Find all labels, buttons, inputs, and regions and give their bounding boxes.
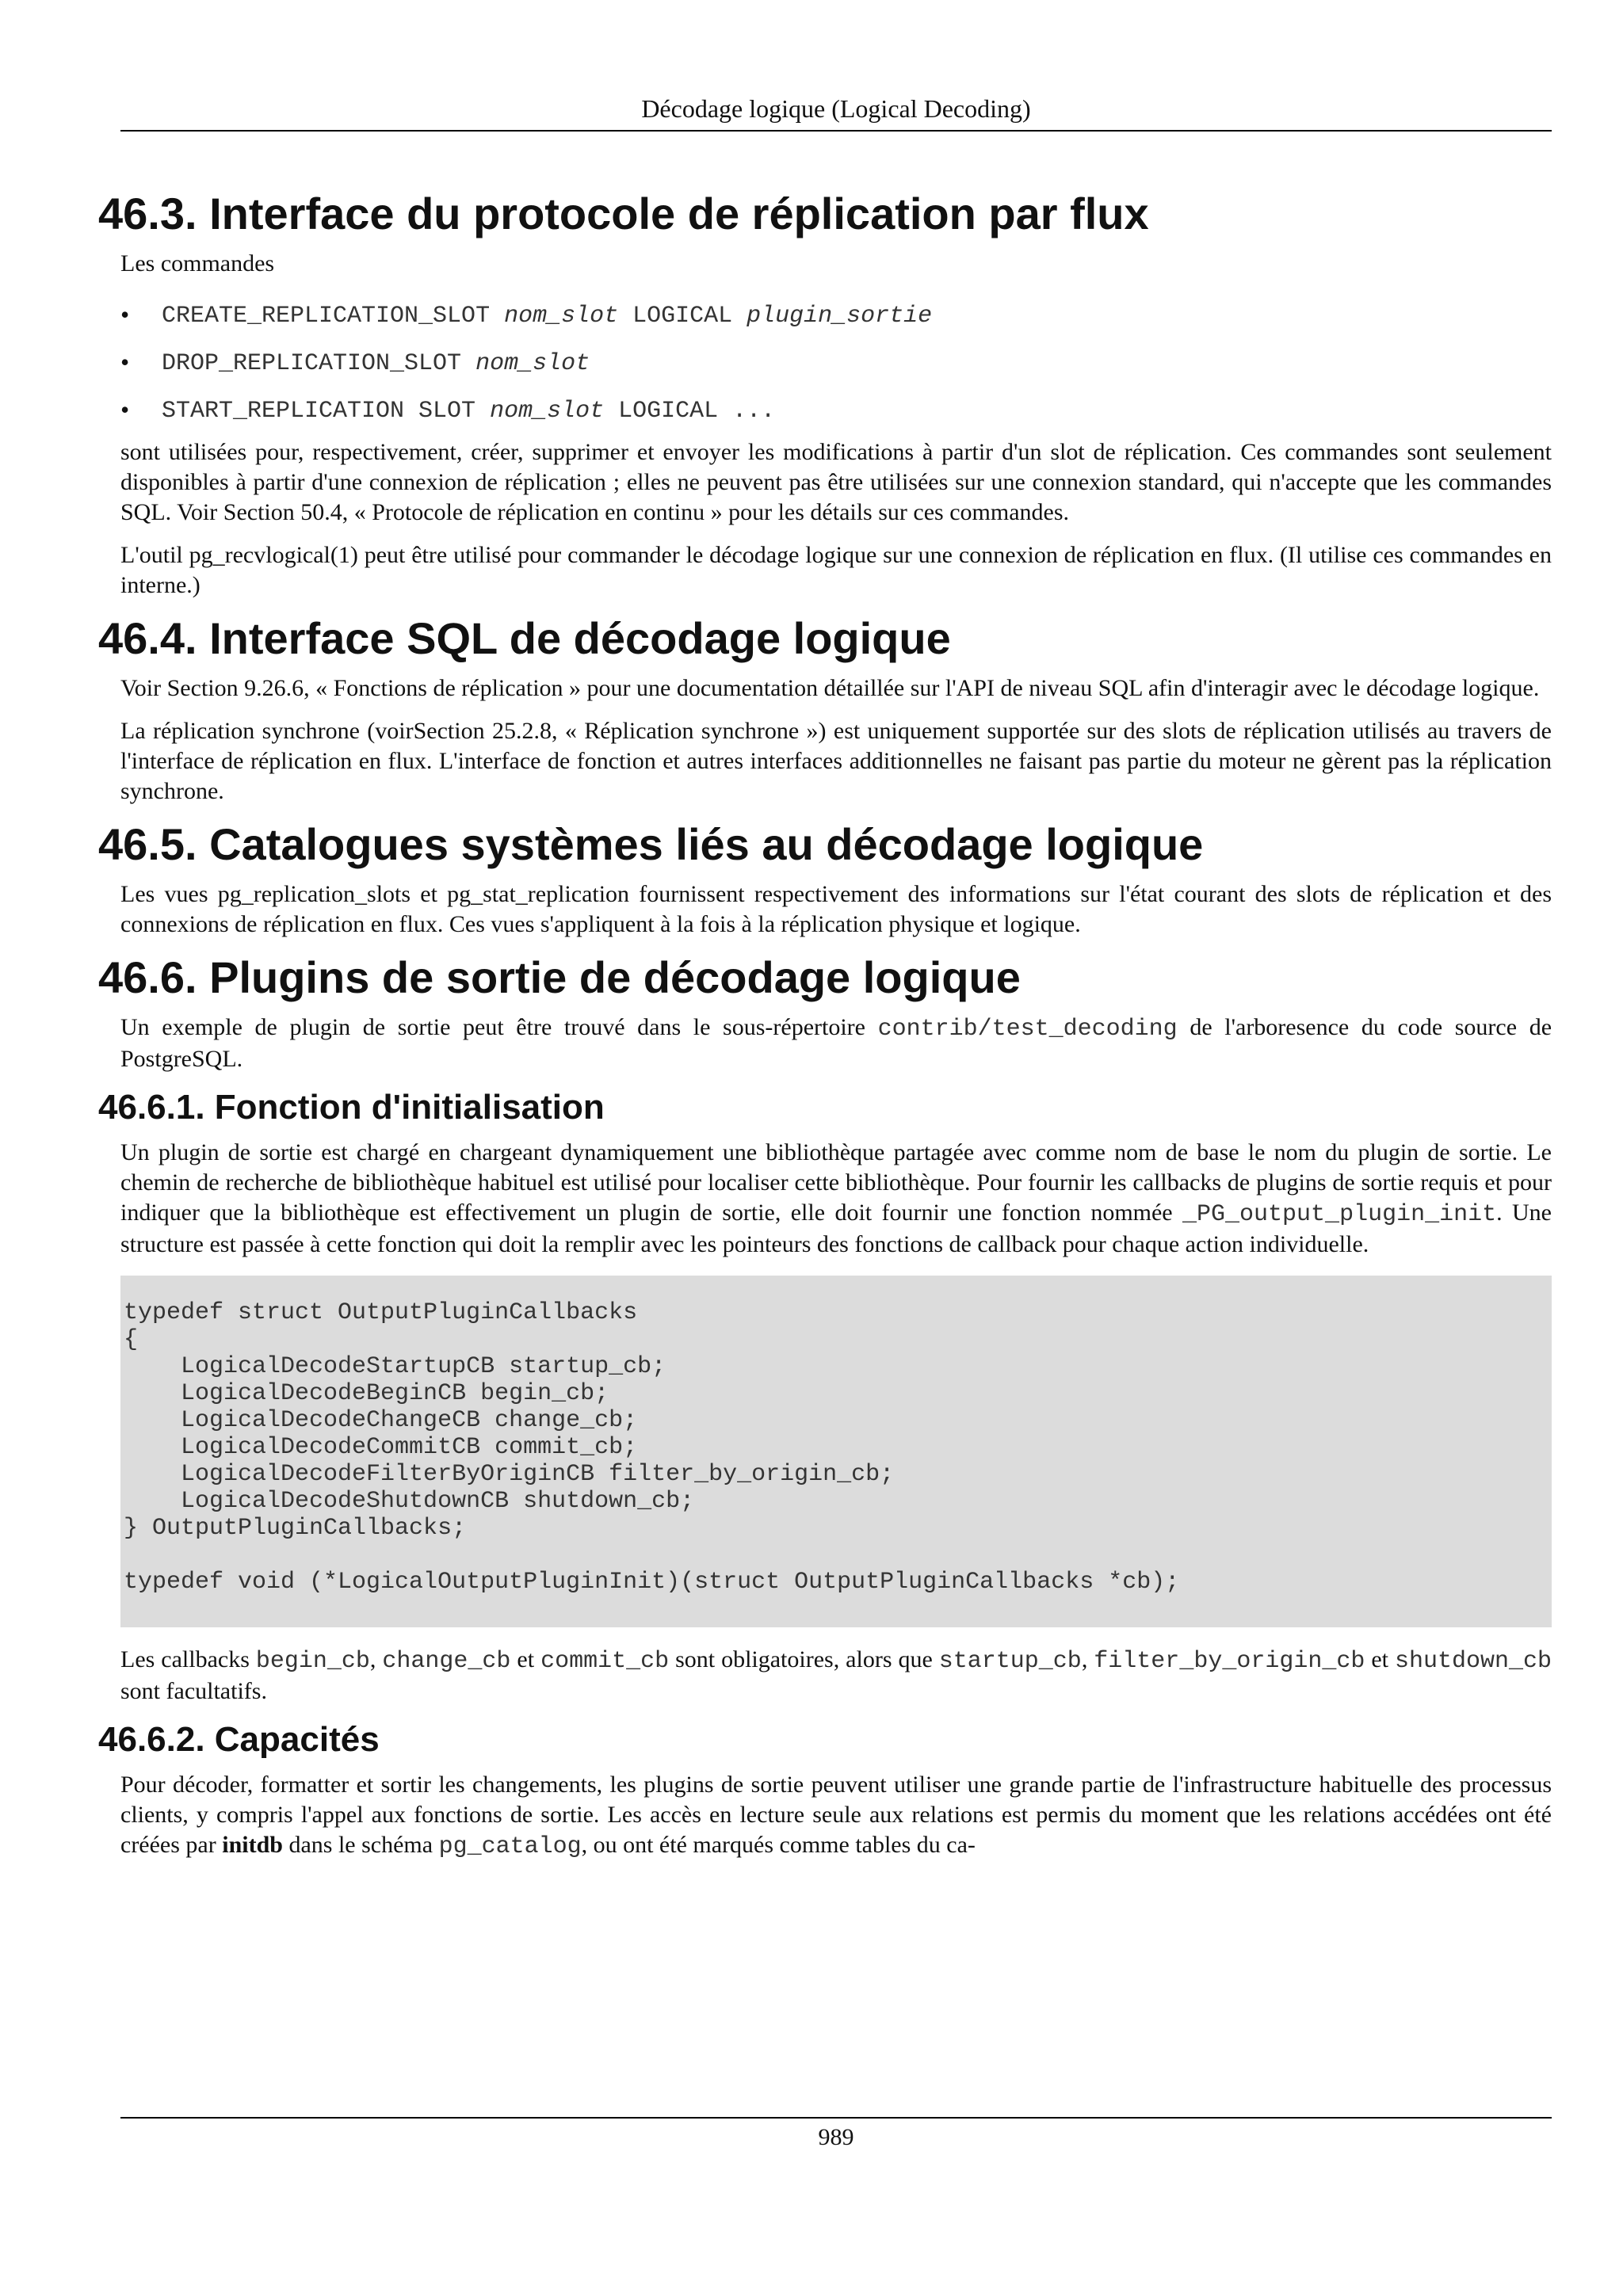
section-46-5 xyxy=(98,819,1552,940)
list-item: • START_REPLICATION SLOT nom_slot LOGICAL ... xyxy=(120,395,1552,426)
paragraph: Un plugin de sortie est chargé en chargeant dynamiquement une bibliothèque partagée avec comme nom de base le nom du plugin de sortie. Le chemin de recherche de bibliothèque habituel est utilisé pour localiser cette bibliothèque. Pour fournir les callbacks de plugins de sortie requis et pour indiquer que la bibliothèque est effectivement un plugin de sortie, elle doit fournir une fonction nommée _PG_output_plugin_init. Une structure est passée à cette fonction qui doit la remplir avec les pointeurs des fonctions de callback pour chaque action individuelle. xyxy=(120,1139,1552,1257)
inline-code: _PG_output_plugin_init xyxy=(1182,1201,1497,1228)
paragraph: Un exemple de plugin de sortie peut être trouvé dans le sous-répertoire contrib/test_decoding de l'arboresence du code source de PostgreSQL. xyxy=(120,1014,1552,1072)
section-46-6 xyxy=(98,952,1552,1074)
paragraph: sont utilisées pour, respectivement, créer, supprimer et envoyer les modifications à partir d'un slot de réplication. Ces commandes sont seulement disponibles à partir d'une connexion de réplication ; elles ne peuvent pas être utilisées sur une connexion standard, qui n'accepte que les commandes SQL. Voir Section 50.4, « Protocole de réplication en continu » pour les détails sur ces commandes. xyxy=(120,439,1552,525)
paragraph: L'outil pg_recvlogical(1) peut être utilisé pour commander le décodage logique sur une connexion de réplication en flux. (Il utilise ces commandes en interne.) xyxy=(120,542,1552,598)
section-46-3 xyxy=(98,189,1552,601)
intro-text: Les commandes xyxy=(120,250,275,277)
heading-46-3: 46.3. Interface du protocole de réplication par flux xyxy=(98,189,1149,238)
heading-46-6: 46.6. Plugins de sortie de décodage logique xyxy=(98,952,1021,1002)
heading-46-5: 46.5. Catalogues systèmes liés au décodage logique xyxy=(98,819,1204,869)
inline-code: contrib/test_decoding xyxy=(877,1016,1178,1043)
paragraph: Les callbacks begin_cb, change_cb et commit_cb sont obligatoires, alors que startup_cb, filter_by_origin_cb et shutdown_cb sont facultatifs. xyxy=(120,1646,1552,1704)
paragraph: Voir Section 9.26.6, « Fonctions de réplication » pour une documentation détaillée sur l'API de niveau SQL afin d'interagir avec le décodage logique. xyxy=(120,675,1540,701)
heading-46-6-2: 46.6.2. Capacités xyxy=(98,1720,380,1759)
section-46-6-1 xyxy=(98,1087,1552,1707)
heading-46-4: 46.4. Interface SQL de décodage logique xyxy=(98,613,951,663)
page-content xyxy=(98,189,1552,1875)
paragraph: Pour décoder, formatter et sortir les changements, les plugins de sortie peuvent utiliser une grande partie de l'infrastructure habituelle des processus clients, y compris l'appel aux fonctions de sortie. Les accès en lecture seule aux relations est permis du moment que les relations accédées ont été créées par initdb dans le schéma pg_catalog, ou ont été marqués comme tables du ca- xyxy=(120,1772,1552,1860)
list-item: • DROP_REPLICATION_SLOT nom_slot xyxy=(120,347,1552,379)
heading-46-6-1: 46.6.1. Fonction d'initialisation xyxy=(98,1088,605,1127)
section-46-6-2 xyxy=(98,1719,1552,1862)
running-footer xyxy=(120,2117,1552,2155)
section-46-4 xyxy=(98,613,1552,807)
running-header xyxy=(120,89,1552,132)
code-listing: typedef struct OutputPluginCallbacks { LogicalDecodeStartupCB startup_cb; LogicalDecodeBeginCB begin_cb; LogicalDecodeChangeCB change_cb; LogicalDecodeCommitCB commit_cb; LogicalDecodeFilterByOriginCB filter_by_origin_cb; LogicalDecodeShutdownCB shutdown_cb; } OutputPluginCallbacks; typedef void (*LogicalOutputPluginInit)(struct OutputPluginCallbacks *cb); xyxy=(124,1299,1180,1596)
command-list xyxy=(120,299,1552,426)
paragraph: La réplication synchrone (voirSection 25.2.8, « Réplication synchrone ») est uniquement supportée sur des slots de réplication utilisés au travers de l'interface de réplication en flux. L'interface de fonction et autres interfaces additionnelles ne faisant pas partie du moteur ne gèrent pas la réplication synchrone. xyxy=(120,718,1552,804)
list-item: • CREATE_REPLICATION_SLOT nom_slot LOGICAL plugin_sortie xyxy=(120,299,1552,331)
page-number: 989 xyxy=(818,2124,854,2150)
code-block xyxy=(120,1276,1552,1627)
header-title: Décodage logique (Logical Decoding) xyxy=(641,94,1031,123)
paragraph: Les vues pg_replication_slots et pg_stat_replication fournissent respectivement des informations sur l'état courant des slots de réplication et des connexions de réplication en flux. Ces vues s'appliquent à la fois à la réplication physique et logique. xyxy=(120,881,1552,937)
